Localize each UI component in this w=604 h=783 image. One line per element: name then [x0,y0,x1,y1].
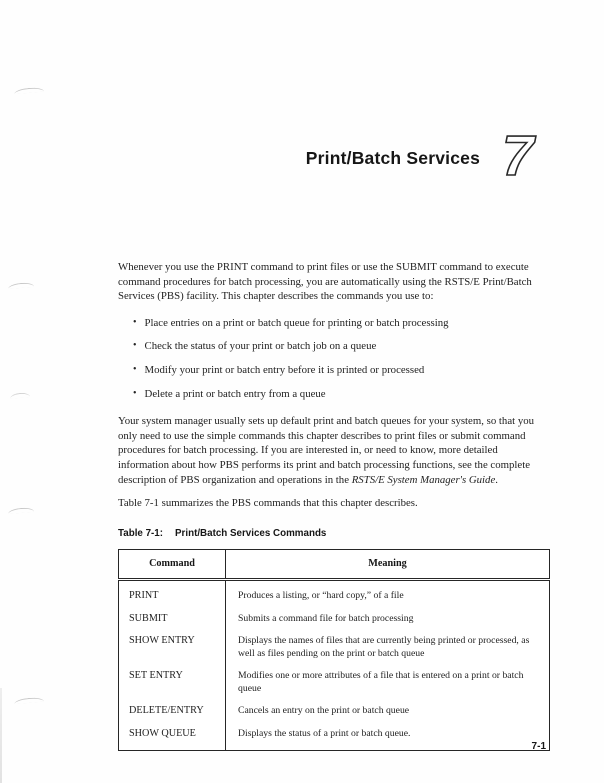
commands-table [118,549,550,750]
command-meaning: Displays the status of a print or batch queue. [238,728,411,740]
scan-artifact [14,697,44,705]
table-row [119,665,550,700]
intro-paragraph-1: Whenever you use the PRINT command to print files or use the SUBMIT command to execute command procedures for batch processing, you are automatically using the RSTS/E Print/Batch Services (PBS) facility. This chapter describes the commands you use to: [118,261,532,303]
chapter-header [0,124,560,188]
bullet-text: Delete a print or batch entry from a queue [144,387,326,400]
table-caption-title: Print/Batch Services Commands [175,527,327,539]
bullet-icon: • [133,340,137,352]
intro-paragraph-3: Table 7-1 summarizes the PBS commands that this chapter describes. [118,497,418,510]
chapter-number-outline [492,124,560,188]
column-header-meaning: Meaning [226,550,550,580]
body-content [118,260,550,751]
command-name: SET ENTRY [119,665,226,700]
scan-artifact [10,392,30,399]
table-row [119,723,550,750]
command-name: SHOW ENTRY [119,630,226,665]
command-meaning: Produces a listing, or “hard copy,” of a file [238,589,404,601]
bullet-list [133,316,550,401]
scan-artifact [14,87,44,95]
paragraph-2-text: Your system manager usually sets up default print and batch queues for your system, so that you only need to use the simple commands this chapter describes to print files or submit command procedures for batch processing. If you are interested in, or need to know, more detailed information about how PBS performs its print and batch processing functions, see the complete description of PBS organization and operations in the [118,415,535,486]
scan-artifact [8,507,34,514]
table-row [119,579,550,607]
paragraph-2-period: . [495,473,498,486]
list-item [133,363,550,378]
column-header-command: Command [119,550,226,580]
list-item [133,316,550,331]
command-meaning: Modifies one or more attributes of a file that is entered on a print or batch queue [238,670,524,694]
bullet-text: Place entries on a print or batch queue for printing or batch processing [144,316,449,329]
bullet-icon: • [133,363,137,375]
command-name: SHOW QUEUE [119,723,226,750]
list-item [133,387,550,402]
command-meaning: Cancels an entry on the print or batch queue [238,705,410,717]
table-row [119,608,550,631]
command-meaning: Submits a command file for batch processing [238,612,414,624]
table-caption [118,527,550,542]
table-row [119,630,550,665]
page-number: 7-1 [531,741,546,752]
bullet-icon: • [133,316,137,328]
book-title-reference: RSTS/E System Manager's Guide [351,473,496,486]
bullet-text: Modify your print or batch entry before it is printed or processed [144,363,425,376]
command-meaning: Displays the names of files that are currently being printed or processed, as well as files pending on the print or batch queue [238,635,530,659]
command-name: PRINT [119,579,226,607]
scan-artifact [8,282,34,289]
bullet-icon: • [133,387,137,399]
scan-edge-noise [0,688,2,783]
chapter-number: 7 [502,124,534,188]
command-name: DELETE/ENTRY [119,700,226,723]
list-item [133,339,550,354]
bullet-text: Check the status of your print or batch job on a queue [144,340,377,353]
table-header-row [119,550,550,580]
command-name: SUBMIT [119,608,226,631]
table-caption-label: Table 7-1: [118,527,164,539]
chapter-title: Print/Batch Services [305,148,480,168]
intro-paragraph-2 [118,414,550,487]
table-row [119,700,550,723]
